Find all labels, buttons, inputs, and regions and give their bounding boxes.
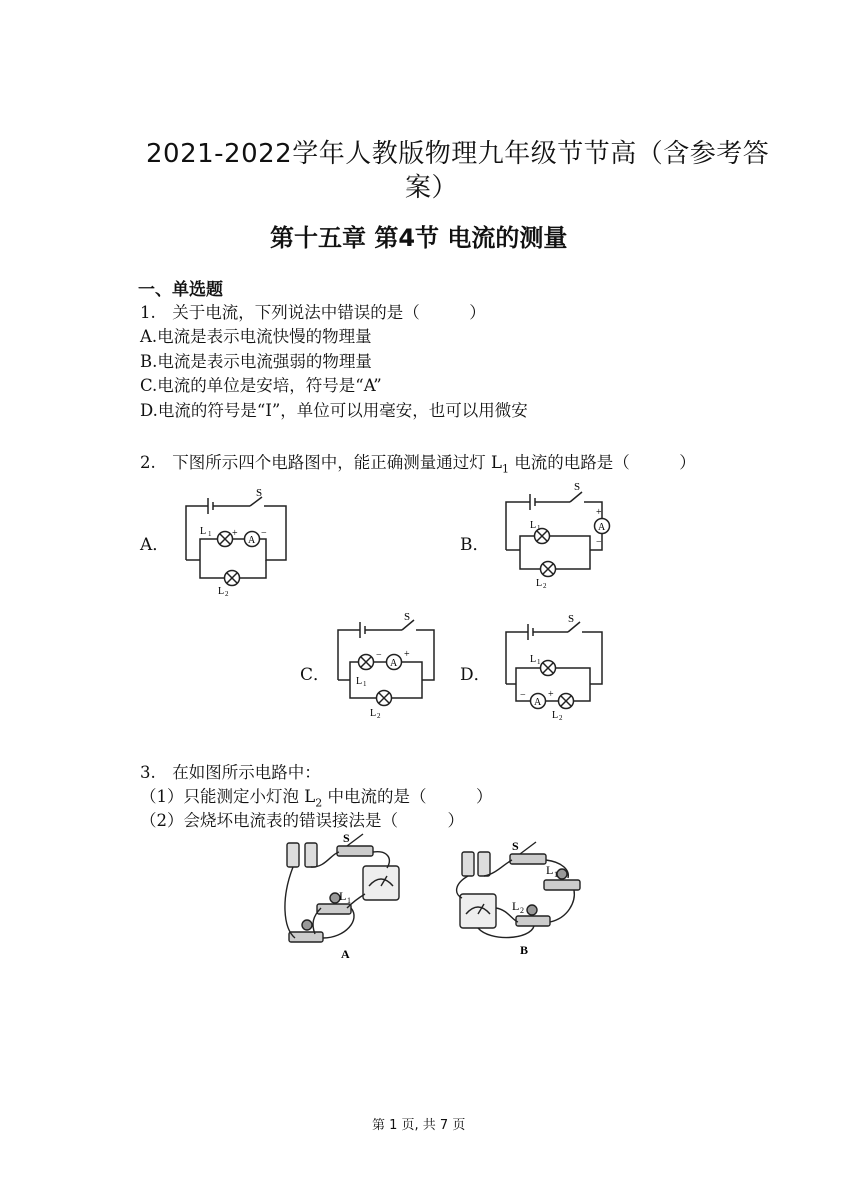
switch-label: S	[256, 487, 263, 499]
lamp1-label: L	[530, 520, 537, 531]
circuit-photo-b	[450, 828, 590, 960]
q2-stem-tail: 电流的电路是（ ）	[508, 453, 696, 472]
l2-sub: 2	[520, 906, 524, 915]
q1-option-c: C.电流的单位是安培，符号是“A”	[140, 376, 382, 395]
q2-stem-sub: 1	[501, 462, 509, 476]
doc-title-line2: 案）	[405, 173, 459, 203]
doc-subtitle: 第十五章 第4节 电流的测量	[270, 224, 568, 252]
circuit-diagram-c	[330, 608, 442, 726]
lamp1-sub: 1	[537, 658, 541, 666]
l1-sub: 1	[554, 870, 558, 879]
q2-option-c-label: C．	[300, 665, 331, 685]
q3-part1-tail: 中电流的是（ ）	[322, 787, 493, 806]
switch-label: S	[343, 831, 350, 845]
ammeter-plus: +	[404, 649, 410, 660]
ammeter-plus: +	[596, 507, 602, 518]
q2-option-d-label: D．	[460, 665, 491, 685]
page-footer: 第 1 页, 共 7 页	[372, 1118, 466, 1133]
q1-option-d: D.电流的符号是“I”，单位可以用毫安，也可以用微安	[140, 401, 528, 420]
l1-sub: 1	[347, 896, 351, 905]
lamp2-sub: 2	[377, 712, 381, 720]
q1-option-a: A.电流是表示电流快慢的物理量	[140, 327, 372, 346]
ammeter-plus: +	[232, 528, 238, 539]
lamp2-label: L	[552, 710, 559, 721]
q3-stem: 3. 在如图所示电路中：	[140, 763, 321, 782]
q1-option-b: B.电流是表示电流强弱的物理量	[140, 352, 372, 371]
lamp2-label: L	[370, 708, 377, 719]
ammeter-letter: A	[390, 658, 398, 669]
ammeter-plus: +	[548, 689, 554, 700]
circuit-diagram-d	[500, 608, 612, 726]
q3-part1	[140, 783, 492, 809]
q1-stem: 1. 关于电流，下列说法中错误的是（ ）	[140, 303, 486, 322]
ammeter-minus: −	[520, 690, 526, 701]
lamp2-sub: 2	[543, 582, 547, 590]
q3-part1-text: （1）只能测定小灯泡 L	[140, 787, 316, 806]
lamp1-label: L	[530, 654, 537, 665]
switch-label: S	[404, 611, 411, 623]
switch-label: S	[574, 481, 581, 493]
l1-label: L	[339, 889, 347, 903]
switch-label: S	[512, 839, 519, 853]
circuit-photo-a	[275, 828, 410, 963]
q2-stem-text: 2. 下图所示四个电路图中，能正确测量通过灯 L	[140, 453, 502, 472]
switch-label: S	[568, 613, 575, 625]
lamp1-sub: 1	[208, 530, 212, 538]
photo-a-caption: A	[341, 947, 350, 961]
lamp1-sub: 1	[537, 524, 541, 532]
lamp1-sub: 1	[363, 680, 367, 688]
q3-part2: （2）会烧坏电流表的错误接法是（ ）	[140, 811, 464, 830]
ammeter-letter: A	[598, 522, 606, 533]
ammeter-minus: −	[596, 537, 602, 548]
circuit-diagram-a	[180, 482, 290, 600]
lamp2-label: L	[536, 578, 543, 589]
l1-label: L	[546, 863, 554, 877]
q2-stem	[140, 449, 696, 475]
lamp1-label: L	[200, 526, 207, 537]
lamp2-label: L	[218, 586, 225, 597]
ammeter-letter: A	[248, 535, 256, 546]
l2-label: L	[512, 899, 520, 913]
ammeter-minus: −	[261, 528, 267, 539]
lamp1-label: L	[356, 676, 363, 687]
q3-part1-sub: 2	[315, 796, 323, 810]
lamp2-sub: 2	[559, 714, 563, 722]
photo-b-caption: B	[520, 943, 529, 957]
ammeter-letter: A	[534, 697, 542, 708]
ammeter-minus: −	[376, 650, 382, 661]
doc-title-line1: 2021-2022学年人教版物理九年级节节高（含参考答	[146, 139, 770, 169]
q2-option-a-label: A．	[140, 535, 170, 555]
section-title: 一、单选题	[138, 280, 223, 300]
lamp2-sub: 2	[225, 590, 229, 598]
q2-option-b-label: B．	[460, 535, 490, 555]
circuit-diagram-b	[500, 476, 618, 594]
